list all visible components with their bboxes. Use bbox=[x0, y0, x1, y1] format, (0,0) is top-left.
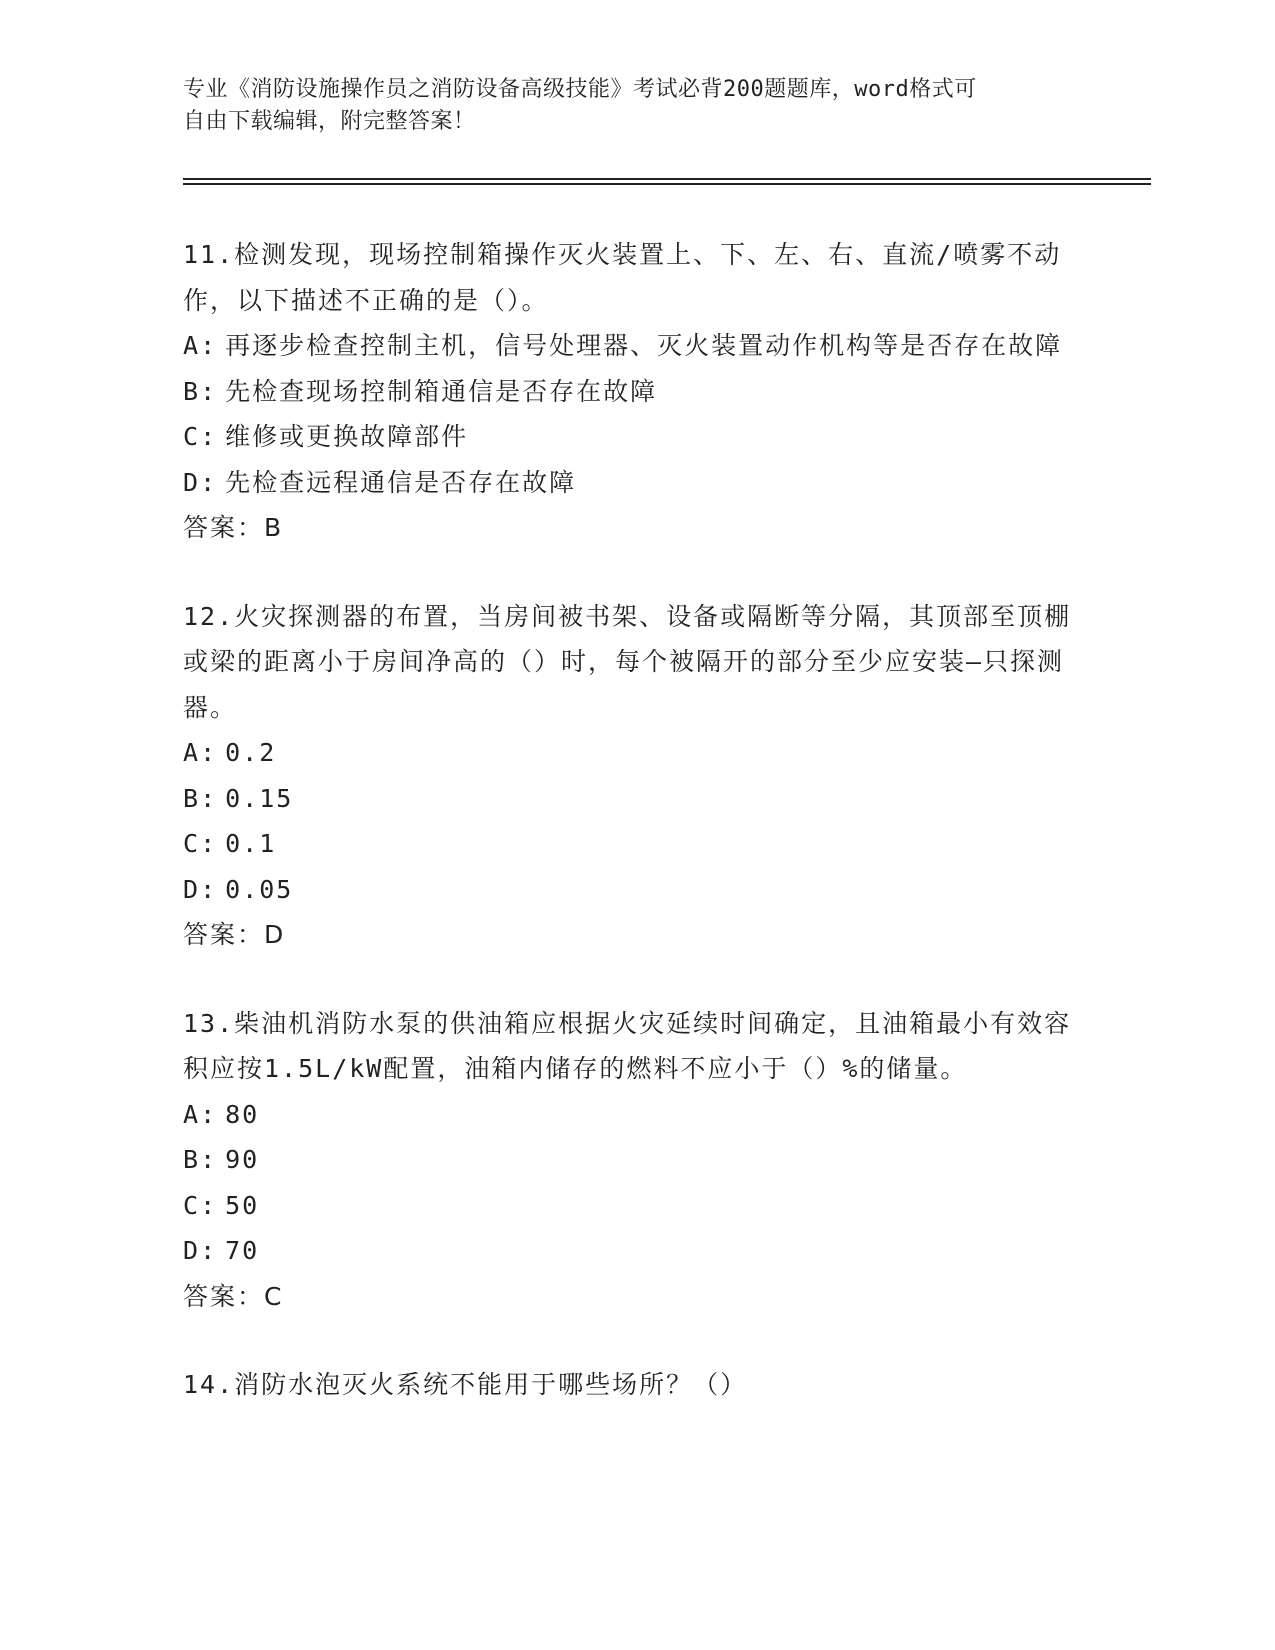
answer-label: 答案：C bbox=[183, 1281, 284, 1311]
question-14 bbox=[183, 1362, 1083, 1408]
question-text: 14.消防水泡灭火系统不能用于哪些场所？（） bbox=[183, 1370, 748, 1399]
question-11 bbox=[183, 232, 1083, 551]
option-c: C: 0.1 bbox=[183, 829, 277, 858]
question-text: 11.检测发现，现场控制箱操作灭火装置上、下、左、右、直流/喷雾不动作，以下描述不正确的是（）。 bbox=[183, 240, 1062, 315]
header-line-1: 专业《消防设施操作员之消防设备高级技能》考试必背200题题库，word格式可 bbox=[183, 77, 977, 102]
option-c: C: 50 bbox=[183, 1190, 260, 1220]
question-text: 12.火灾探测器的布置，当房间被书架、设备或隔断等分隔，其顶部至顶棚或梁的距离小于房间净高的（）时，每个被隔开的部分至少应安装—只探测器。 bbox=[183, 601, 1072, 722]
answer-label: 答案：D bbox=[183, 920, 286, 949]
question-13 bbox=[183, 1001, 1083, 1320]
option-d: D: 70 bbox=[183, 1236, 260, 1265]
question-list bbox=[183, 232, 1083, 1451]
question-text: 13.柴油机消防水泵的供油箱应根据火灾延续时间确定，且油箱最小有效容积应按1.5L/kW配置，油箱内储存的燃料不应小于（）%的储量。 bbox=[183, 1008, 1072, 1083]
option-a: A: 80 bbox=[183, 1099, 260, 1129]
question-12 bbox=[183, 594, 1083, 958]
option-b: B: 0.15 bbox=[183, 783, 294, 813]
option-d: D: 0.05 bbox=[183, 874, 294, 904]
document-header bbox=[183, 74, 1083, 138]
answer-label: 答案：B bbox=[183, 513, 284, 542]
header-line-2: 自由下载编辑，附完整答案！ bbox=[183, 109, 476, 134]
option-d: D: 先检查远程通信是否存在故障 bbox=[183, 467, 577, 497]
header-divider-top bbox=[183, 178, 1151, 180]
option-a: A: 再逐步检查控制主机，信号处理器、灭火装置动作机构等是否存在故障 bbox=[183, 331, 1063, 360]
option-c: C: 维修或更换故障部件 bbox=[183, 422, 469, 451]
option-b: B: 先检查现场控制箱通信是否存在故障 bbox=[183, 376, 658, 406]
option-b: B: 90 bbox=[183, 1145, 260, 1174]
header-divider-bottom bbox=[183, 183, 1151, 185]
option-a: A: 0.2 bbox=[183, 738, 277, 767]
